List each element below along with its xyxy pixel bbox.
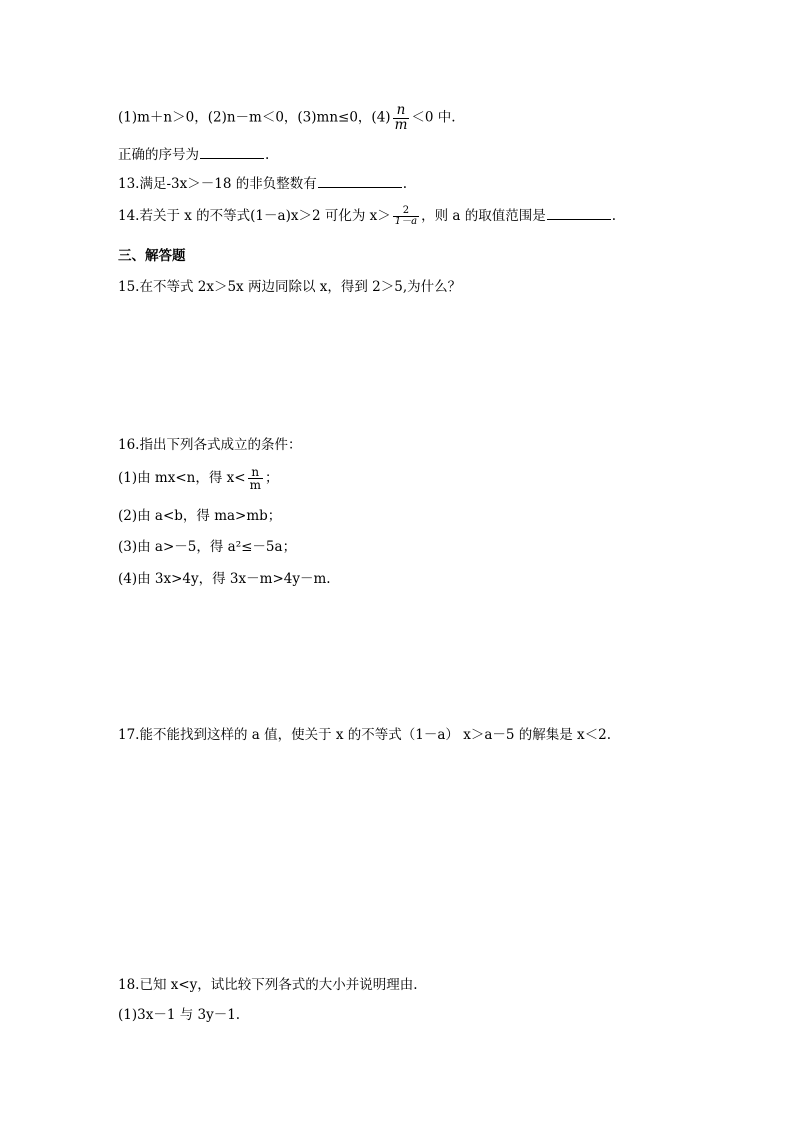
q16-frac-denominator: m [249, 478, 261, 492]
q14-answer-blank[interactable] [547, 206, 611, 220]
q16-title: 16.指出下列各式成立的条件： [118, 437, 302, 453]
q12-frac-denominator: m [394, 116, 408, 133]
q12-answer-blank[interactable] [200, 145, 264, 159]
section3-title: 三、解答题 [118, 248, 186, 264]
q16-item3: (3)由 a>－5，得 a²≤－5a； [118, 539, 297, 555]
q16-item1 [118, 466, 278, 491]
q16-item2: (2)由 a<b，得 ma>mb； [118, 508, 282, 524]
q18-title: 18.已知 x<y，试比较下列各式的大小并说明理由. [118, 977, 418, 993]
q14-end: . [611, 208, 617, 224]
q12-line2-end: . [265, 147, 270, 163]
q12-frac-numerator: n [393, 104, 410, 119]
q12-line1-prefix: (1)m＋n＞0，(2)n－m＜0，(3)mn≤0，(4) [118, 109, 391, 126]
q14-line [118, 206, 616, 227]
q16-frac-numerator: n [248, 466, 263, 479]
q18-item1: (1)3x－1 与 3y－1. [118, 1007, 241, 1023]
q15-text: 15.在不等式 2x＞5x 两边同除以 x，得到 2＞5,为什么？ [118, 279, 462, 295]
q13-line [118, 174, 407, 193]
q14-suffix: ，则 a 的取值范围是 [421, 208, 546, 224]
q12-line2-text: 正确的序号为 [118, 147, 199, 163]
q12-line1-suffix: ＜0 中. [411, 109, 456, 126]
q14-frac-numerator: 2 [393, 206, 419, 217]
q14-fraction [393, 206, 419, 227]
q14-frac-denominator: 1－a [394, 216, 418, 227]
q16-item1-fraction [248, 466, 263, 491]
q16-item1-suffix: ； [264, 470, 279, 486]
q13-end: . [402, 176, 407, 192]
q13-answer-blank[interactable] [318, 174, 402, 188]
q14-prefix: 14.若关于 x 的不等式(1－a)x＞2 可化为 x＞ [118, 208, 391, 224]
q12-fraction [393, 104, 410, 132]
q12-line1 [118, 104, 456, 132]
q13-text: 13.满足-3x＞－18 的非负整数有 [118, 176, 317, 192]
q16-item4: (4)由 3x>4y，得 3x－m>4y－m. [118, 571, 331, 587]
q12-line2 [118, 145, 269, 164]
q17-text: 17.能不能找到这样的 a 值，使关于 x 的不等式（1－a） x＞a－5 的解集是 x＜2. [118, 727, 612, 743]
q16-item1-prefix: (1)由 mx<n，得 x< [118, 470, 246, 486]
